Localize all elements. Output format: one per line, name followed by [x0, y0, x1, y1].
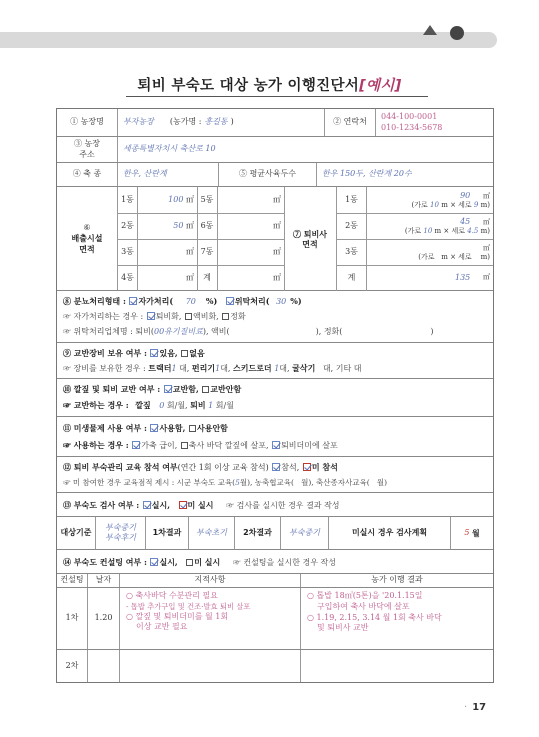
education-detail: ☞ 미 참여한 경우 교육점적 제시 : 시군 부숙도 교육(5월), 농축협교육( 월), 축산종자사교육( 월) — [63, 478, 388, 487]
address-value[interactable]: 세종특별자치시 축산로 10 — [123, 144, 216, 154]
barn-total-value[interactable]: ㎡ — [273, 272, 281, 282]
barn-7-label: 7동 — [200, 246, 214, 256]
sun-icon — [450, 26, 464, 40]
consulting-yes-checkbox[interactable] — [150, 558, 158, 566]
owner-name[interactable]: 홍길동 — [204, 117, 228, 127]
compost-total-label: 계 — [347, 272, 356, 282]
barn-3-label: 3동 — [121, 246, 134, 256]
pile-option-checkbox[interactable] — [272, 441, 280, 449]
title-main: 퇴비 부숙도 대상 농가 이행진단서 — [137, 78, 360, 94]
test-yes-checkbox[interactable] — [143, 501, 151, 509]
address-label-2: 주소 — [79, 149, 95, 159]
barn-3-value[interactable]: ㎡ — [186, 246, 194, 256]
row-farm-info — [57, 109, 493, 137]
barn-6-label: 6동 — [200, 220, 214, 230]
microbial-title: ⑪ 미생물제 사용 여부 : 사용함, 사용안함 — [63, 423, 228, 433]
row-areas — [57, 187, 493, 291]
second-result-value[interactable]: 부숙중기 — [281, 517, 329, 549]
consulting-row-2 — [57, 650, 493, 682]
equipment-no-checkbox[interactable] — [181, 350, 188, 357]
col-issues: 지적사항 — [120, 574, 301, 587]
compost-2-value[interactable]: 45 ㎡ (가로 10 m × 세로 4.5 m) — [404, 217, 490, 235]
bedding-detail: ☞ 교반하는 경우 : 깔짚 0 회/월, 퇴비 1 회/월 — [63, 400, 234, 410]
section-education — [57, 457, 493, 493]
compost-2-label: 2동 — [345, 220, 358, 230]
species-label: ④ 축 종 — [57, 163, 118, 186]
section-maturity-test — [57, 493, 493, 517]
consulting-row-1 — [57, 588, 493, 650]
section-microbial — [57, 417, 493, 457]
compost-area-label-2: 면적 — [302, 239, 318, 249]
test-plan-value[interactable]: 5 월 — [464, 527, 480, 538]
compost-option-checkbox[interactable] — [147, 312, 155, 320]
barn-5-label: 5동 — [200, 194, 214, 204]
compost-total-value[interactable]: 135 ㎡ — [455, 272, 490, 282]
mountain-icon — [423, 25, 437, 35]
equipment-detail: ☞ 장비를 보유한 경우 : 트랙터1 대, 펀리기1대, 스키드로더 1대, 굴삭기 대, 기타 대 — [63, 363, 362, 373]
farm-name-cell — [118, 109, 325, 136]
microbial-detail: ☞ 사용하는 경우 : 가축 급이, 축사 바닥 깔짚에 살포, 퇴비더미에 살포 — [63, 440, 338, 450]
facility-area-num: ⑥ — [83, 222, 91, 232]
self-process-checkbox[interactable] — [129, 297, 137, 305]
consulting-header-row — [57, 574, 493, 588]
date-1[interactable]: 1.20 — [88, 588, 120, 649]
barn-2-label: 2동 — [121, 220, 134, 230]
barn-7-value[interactable]: ㎡ — [273, 246, 281, 256]
section-bedding-mixing — [57, 379, 493, 417]
species-value[interactable]: 한우, 산란계 — [123, 169, 167, 179]
microbial-no-checkbox[interactable] — [189, 425, 196, 432]
self-process-pct[interactable]: 70 — [185, 297, 196, 306]
issues-1[interactable]: ○ 축사바닥 수분관리 필요 - 톱밥 추가구입 및 건조·발효 퇴비 살포 ○ 깔짚 및 퇴비더미를 월 1회 이상 교반 필요 — [120, 588, 301, 649]
consign-checkbox[interactable] — [226, 297, 234, 305]
consign-company-name[interactable]: 00유기질비료 — [154, 327, 203, 336]
barn-1-label: 1동 — [121, 194, 134, 204]
row-species — [57, 163, 493, 187]
compost-1-value[interactable]: 90 ㎡ (가로 10 m × 세로 9 m) — [411, 191, 490, 209]
row-address — [57, 137, 493, 163]
barn-4-label: 4동 — [121, 272, 134, 282]
feed-option-checkbox[interactable] — [132, 441, 140, 449]
avg-head-cell — [317, 163, 493, 186]
consign-company: ☞ 위탁처리업체명 : 퇴비(00유기질비료), 액비( ), 정화( ) — [63, 327, 434, 336]
avg-head-label: ⑤ 평균사육두수 — [219, 163, 317, 186]
criteria-value[interactable]: 부숙중기 부숙후기 — [96, 517, 146, 549]
col-date: 날자 — [88, 574, 120, 587]
page-title — [0, 74, 539, 95]
barn-1-value[interactable]: 100 ㎡ — [168, 194, 194, 204]
phone-2[interactable]: 010-1234-5678 — [381, 122, 443, 132]
owner-prefix: (농가명 : — [169, 117, 202, 127]
purify-option-checkbox[interactable] — [222, 313, 229, 320]
issues-2[interactable] — [120, 650, 301, 682]
col-results: 농가 이행 결과 — [371, 575, 423, 585]
farm-name[interactable]: 부자농장 — [123, 117, 154, 127]
consulting-no-checkbox[interactable] — [186, 559, 193, 566]
facility-area-label — [57, 187, 118, 290]
consulting-title: ⑭ 부숙도 컨설팅 여부 : 실시, 미 실시 ☞ 컨설팅을 실시한 경우 작성 — [63, 557, 336, 567]
results-2[interactable] — [301, 650, 493, 682]
title-example: [예시] — [359, 78, 402, 94]
compost-1-label: 1동 — [345, 194, 358, 204]
test-plan-label: 미실시 경우 검사계획 — [329, 517, 451, 549]
barn-5-value[interactable]: ㎡ — [273, 194, 281, 204]
compost-area-label — [284, 187, 337, 291]
col-consulting: 컨설팅 — [57, 574, 88, 587]
maturity-test-table — [57, 517, 493, 550]
manure-treatment-title: ⑧ 분뇨처리형태 : 자가처리( 70 %) 위탁처리( 30 %) — [63, 296, 302, 306]
avg-head-value[interactable]: 한우 150두, 산란계 20수 — [322, 169, 412, 179]
consign-pct[interactable]: 30 — [276, 297, 287, 306]
facility-area-label-1: 배출시설 — [71, 233, 103, 244]
compost-3-value[interactable]: ㎡ (가로 m × 세로 m) — [418, 244, 490, 261]
microbial-yes-checkbox[interactable] — [150, 424, 158, 432]
compost-area-label-1: ⑦ 퇴비사 — [293, 228, 327, 239]
title-underline — [126, 96, 428, 97]
maturity-test-title: ⑬ 부숙도 검사 여부 : 실시, 미 실시 ☞ 검사를 실시한 경우 결과 작성 — [63, 500, 340, 510]
mixing-yes-checkbox[interactable] — [164, 385, 172, 393]
test-no-checkbox[interactable] — [179, 501, 187, 509]
species-cell — [118, 163, 219, 186]
phone-1[interactable]: 044-100-0001 — [381, 112, 438, 122]
barn-2-value[interactable]: 50 ㎡ — [173, 220, 194, 230]
first-result-label: 1차결과 — [146, 517, 189, 549]
section-mixing-equipment — [57, 343, 493, 379]
education-title: ⑫ 퇴비 부숙관리 교육 참석 여부(연간 1회 이상 교육 참석) 참석, 미 참석 — [63, 462, 338, 472]
education-yes-checkbox[interactable] — [272, 463, 280, 471]
criteria-label: 대상기준 — [57, 517, 96, 549]
address-cell — [118, 137, 493, 162]
equipment-title: ⑨ 교반장비 보유 여부 : 있음, 없음 — [63, 348, 205, 358]
date-2[interactable] — [88, 650, 120, 682]
assessment-form — [56, 108, 494, 683]
facility-area-label-2: 면적 — [79, 243, 95, 254]
barn-4-value[interactable]: ㎡ — [186, 272, 194, 282]
first-result-value[interactable]: 부숙초기 — [189, 517, 235, 549]
floor-option-checkbox[interactable] — [181, 442, 188, 449]
owner-suffix: ) — [230, 117, 234, 127]
education-no-checkbox[interactable] — [303, 463, 311, 471]
farm-name-label: ① 농장명 — [57, 109, 118, 136]
page-number: · 17 — [464, 702, 487, 713]
mixing-no-checkbox[interactable] — [202, 386, 209, 393]
self-process-options: ☞ 자가처리하는 경우 : 퇴비화, 액비화, 정화 — [63, 312, 246, 321]
section-manure-treatment — [57, 291, 493, 343]
contact-cell — [376, 109, 493, 136]
address-label — [57, 137, 118, 162]
liquid-option-checkbox[interactable] — [185, 313, 192, 320]
barn-total-label: 계 — [203, 272, 211, 282]
barn-6-value[interactable]: ㎡ — [273, 220, 281, 230]
bedding-title: ⑩ 깔짚 및 퇴비 교반 여부 : 교반함, 교반안함 — [63, 384, 242, 394]
equipment-yes-checkbox[interactable] — [150, 349, 158, 357]
address-label-1: ③ 농장 — [74, 139, 100, 149]
second-result-label: 2차결과 — [235, 517, 281, 549]
compost-3-label: 3동 — [345, 246, 358, 256]
contact-label: ② 연락처 — [325, 109, 376, 136]
results-1[interactable]: ○ 톱밥 18㎥(5톤)을 '20.1.15일 구입하여 축사 바닥에 살포 ○ 1.19, 2.15, 3.14 월 1회 축사 바닥 및 퇴비사 교반 — [307, 591, 442, 633]
round-2: 2차 — [57, 650, 88, 682]
section-consulting — [57, 550, 493, 574]
round-1: 1차 — [57, 588, 88, 649]
